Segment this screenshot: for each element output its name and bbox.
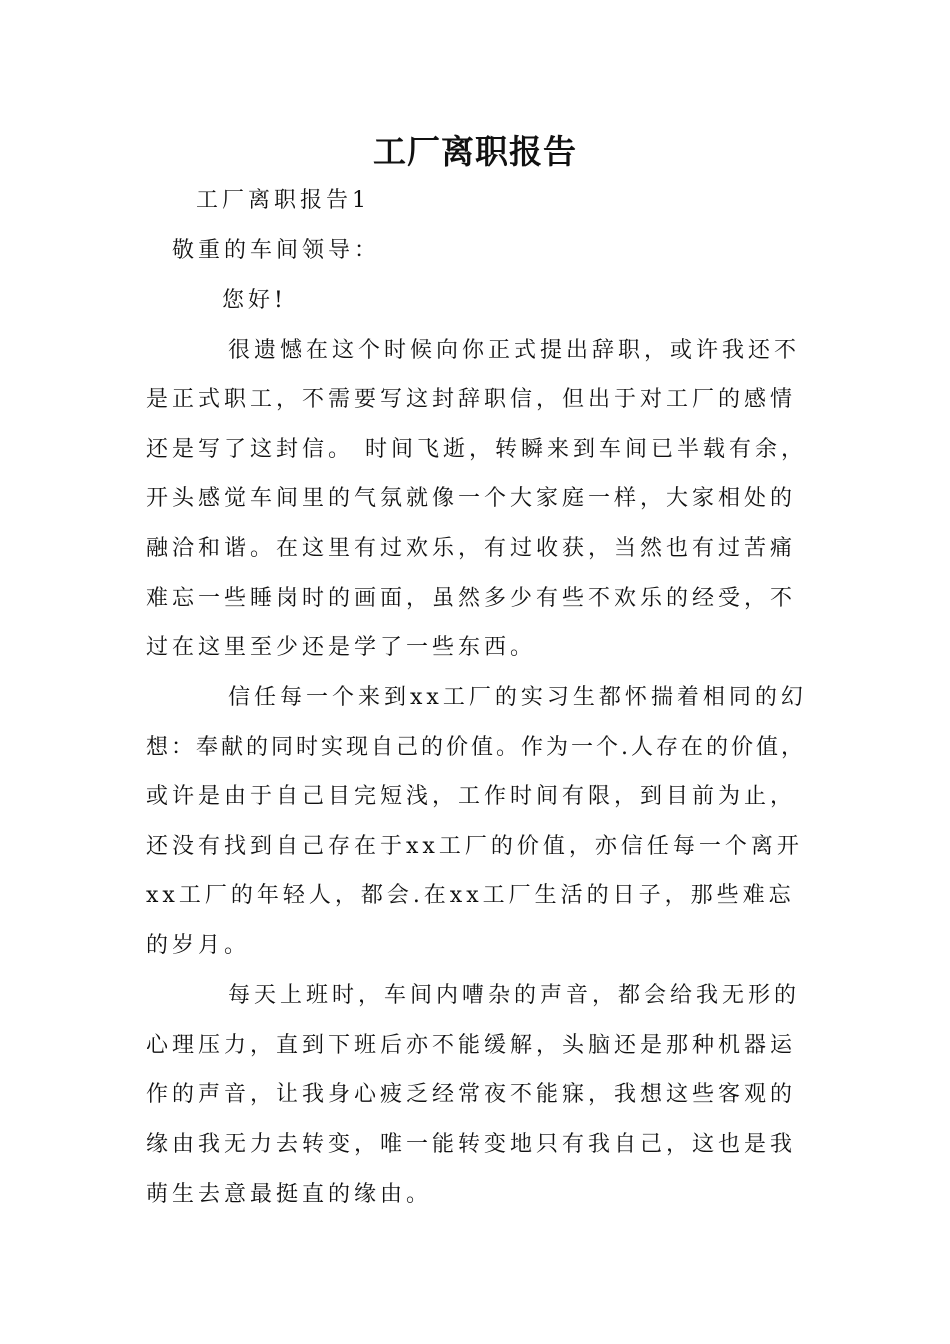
paragraph-line: 每天上班时，车间内嘈杂的声音，都会给我无形的	[228, 983, 801, 1008]
document-subtitle: 工厂离职报告1	[196, 188, 370, 213]
paragraph-line: 很遗憾在这个时候向你正式提出辞职，或许我还不	[228, 338, 801, 363]
paragraph-line: 的岁月。	[146, 933, 251, 958]
paragraph-line: 心理压力，直到下班后亦不能缓解，头脑还是那种机器运	[146, 1033, 797, 1058]
paragraph-line: 开头感觉车间里的气氛就像一个大家庭一样，大家相处的	[146, 486, 797, 511]
paragraph-line: 想：奉献的同时实现自己的价值。作为一个.人存在的价值，	[146, 735, 806, 760]
greeting: 您好!	[222, 288, 287, 313]
paragraph-line: 过在这里至少还是学了一些东西。	[146, 635, 537, 660]
paragraph-line: 信任每一个来到xx工厂的实习生都怀揣着相同的幻	[228, 685, 807, 710]
paragraph-line: xx工厂的年轻人，都会.在xx工厂生活的日子，那些难忘	[146, 883, 795, 908]
paragraph-line: 还没有找到自己存在于xx工厂的价值，亦信任每一个离开	[146, 834, 803, 859]
paragraph-line: 或许是由于自己目完短浅，工作时间有限，到目前为止，	[146, 784, 797, 809]
paragraph-line: 融洽和谐。在这里有过欢乐，有过收获，当然也有过苦痛	[146, 536, 797, 561]
paragraph-line: 难忘一些睡岗时的画面，虽然多少有些不欢乐的经受，不	[146, 586, 797, 611]
paragraph-line: 还是写了这封信。 时间飞逝，转瞬来到车间已半载有余，	[146, 437, 807, 462]
paragraph-line: 缘由我无力去转变，唯一能转变地只有我自己，这也是我	[146, 1132, 797, 1157]
paragraph-line: 萌生去意最挺直的缘由。	[146, 1182, 433, 1207]
paragraph-line: 是正式职工，不需要写这封辞职信，但出于对工厂的感情	[146, 387, 797, 412]
page-title: 工厂离职报告	[373, 132, 577, 171]
salutation: 敬重的车间领导：	[172, 238, 381, 263]
paragraph-line: 作的声音，让我身心疲乏经常夜不能寐，我想这些客观的	[146, 1082, 797, 1107]
